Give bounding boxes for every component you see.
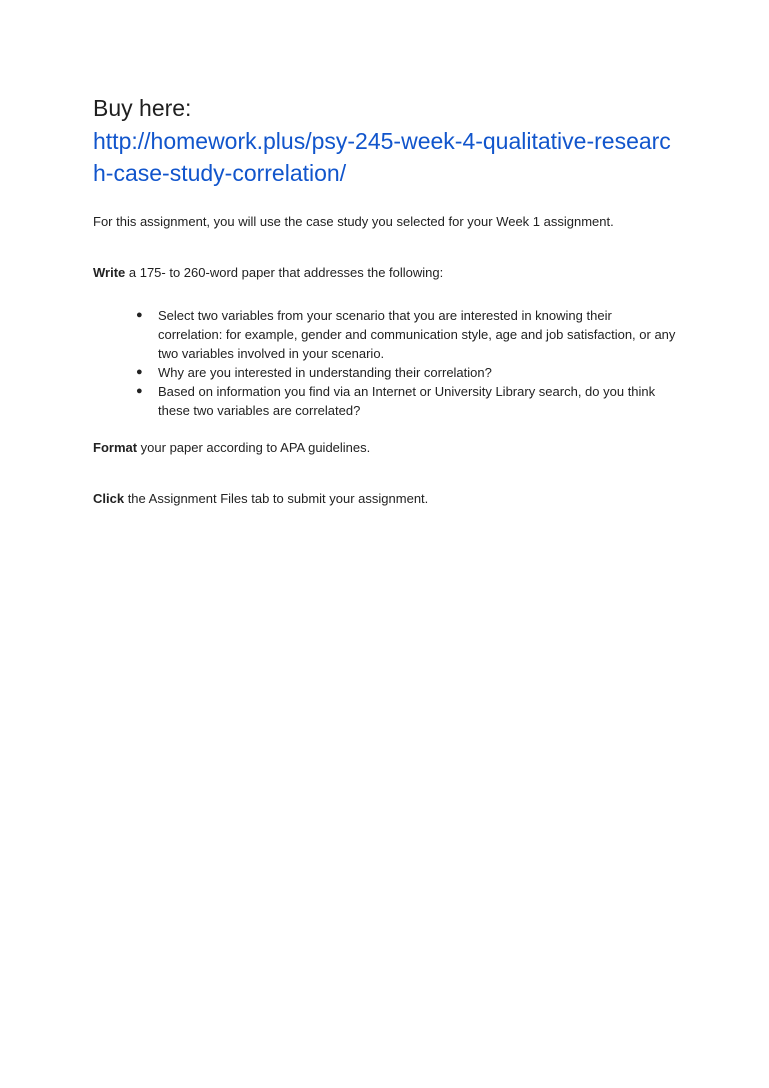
bullet-icon: ● xyxy=(136,309,143,321)
intro-paragraph: For this assignment, you will use the case study you selected for your Week 1 assignment. xyxy=(93,214,614,229)
write-text: a 175- to 260-word paper that addresses the following: xyxy=(125,265,444,280)
list-item xyxy=(93,382,678,420)
format-instruction xyxy=(93,438,683,457)
format-text: your paper according to APA guidelines. xyxy=(137,440,371,455)
list-item-text: Based on information you find via an Internet or University Library search, do you think these two variables are correlated? xyxy=(158,384,656,418)
document-content xyxy=(93,91,683,508)
purchase-link[interactable]: http://homework.plus/psy-245-week-4-qualitative-research-case-study-correlation/ xyxy=(93,128,671,186)
bullet-icon: ● xyxy=(136,366,143,378)
bullet-icon: ● xyxy=(136,385,143,397)
format-keyword: Format xyxy=(93,440,138,455)
submit-instruction xyxy=(93,489,683,508)
click-keyword: Click xyxy=(93,491,125,506)
buy-here-label: Buy here: xyxy=(93,95,192,121)
write-keyword: Write xyxy=(93,265,126,280)
list-item xyxy=(93,363,678,382)
list-item-text: Why are you interested in understanding their correlation? xyxy=(158,365,492,380)
write-instruction xyxy=(93,263,683,282)
list-item-text: Select two variables from your scenario that you are interested in knowing their correlation: for example, gender and communication style, age and job satisfaction, or any two variables involved in your scenario. xyxy=(158,308,676,361)
requirements-list xyxy=(93,306,683,420)
click-text: the Assignment Files tab to submit your assignment. xyxy=(124,491,429,506)
list-item xyxy=(93,306,678,363)
